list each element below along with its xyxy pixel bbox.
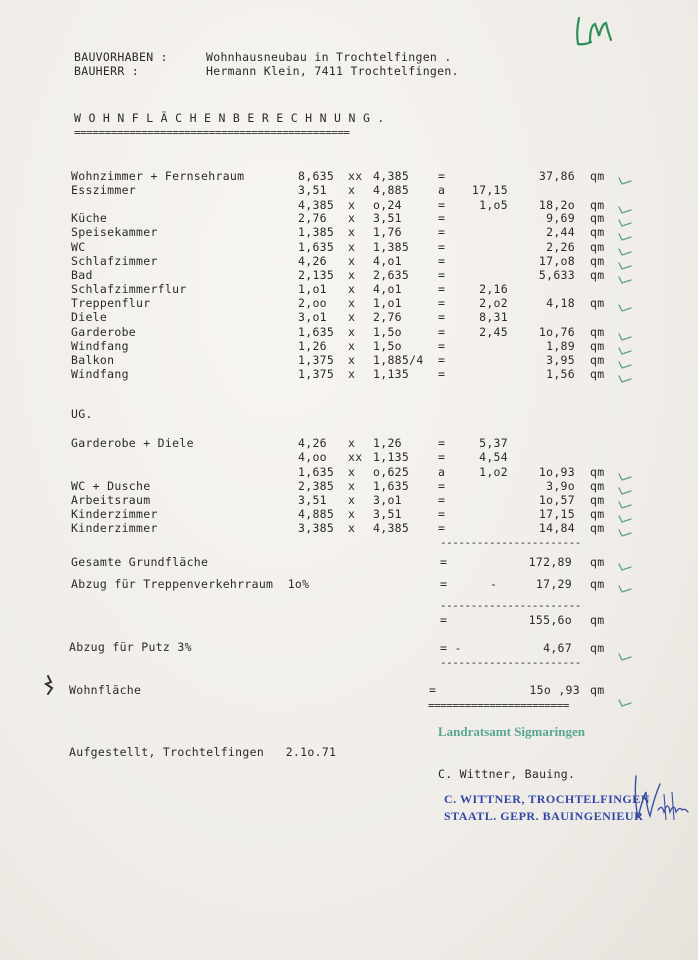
area-total: 14,84 <box>538 521 575 535</box>
dimension-a: 3,o1 <box>298 310 327 324</box>
dimension-b: 4,385 <box>373 169 410 183</box>
check-mark-icon <box>618 213 632 223</box>
area-unit: qm <box>590 325 605 339</box>
handwritten-initials-mark <box>573 14 615 52</box>
room-name: Esszimmer <box>71 183 137 197</box>
area-unit: qm <box>590 507 605 521</box>
dimension-b: 1,o1 <box>373 296 402 310</box>
area-unit: qm <box>590 296 605 310</box>
area-unit: qm <box>590 240 605 254</box>
area-total: 2,26 <box>546 240 575 254</box>
area-total: 1o,76 <box>538 325 575 339</box>
dimension-a: 1,635 <box>298 240 335 254</box>
dimension-b: 1,885/4 <box>373 353 424 367</box>
multiply-sign: x <box>348 367 356 381</box>
dimension-a: 3,51 <box>298 183 327 197</box>
partial-area: 17,15 <box>471 183 508 197</box>
multiply-sign: x <box>348 268 356 282</box>
equals-sign: = <box>438 310 446 324</box>
multiply-sign: xx <box>348 450 363 464</box>
equals-sign: = <box>438 254 446 268</box>
dimension-b: 4,885 <box>373 183 410 197</box>
area-total: 9,69 <box>546 211 575 225</box>
area-total: 37,86 <box>538 169 575 183</box>
multiply-sign: x <box>348 493 356 507</box>
dimension-a: 4,26 <box>298 436 327 450</box>
dimension-b: 2,635 <box>373 268 410 282</box>
equals-sign: = <box>438 282 446 296</box>
multiply-sign: x <box>348 183 356 197</box>
gross-area-value: 172,89 <box>528 555 572 569</box>
living-area-value: 15o ,93 <box>529 683 580 697</box>
net-area-eq: = <box>440 613 448 627</box>
room-name: WC <box>71 240 86 254</box>
dimension-b: 1,385 <box>373 240 410 254</box>
multiply-sign: x <box>348 339 356 353</box>
check-mark-icon <box>618 341 632 351</box>
dimension-a: 1,26 <box>298 339 327 353</box>
area-unit: qm <box>590 254 605 268</box>
dimension-b: 4,o1 <box>373 282 402 296</box>
room-name: Balkon <box>71 353 115 367</box>
dimension-b: 3,51 <box>373 507 402 521</box>
summary-dash-line-3: ----------------------- <box>440 657 581 668</box>
dimension-b: 1,5o <box>373 339 402 353</box>
area-unit: qm <box>590 493 605 507</box>
check-mark-icon <box>618 242 632 252</box>
area-total: 2,44 <box>546 225 575 239</box>
gross-area-eq: = <box>440 555 448 569</box>
equals-sign: = <box>438 436 446 450</box>
dimension-b: 1,135 <box>373 367 410 381</box>
equals-sign: = <box>438 353 446 367</box>
room-name: Treppenflur <box>71 296 151 310</box>
check-mark-icon <box>618 693 632 703</box>
partial-area: 2,o2 <box>479 296 508 310</box>
gross-area-unit: qm <box>590 555 605 569</box>
partial-area: 4,54 <box>479 450 508 464</box>
dimension-a: 2,385 <box>298 479 335 493</box>
dimension-b: 1,135 <box>373 450 410 464</box>
stair-deduction-minus: - <box>490 577 498 591</box>
room-name: Wohnzimmer + Fernsehraum <box>71 169 245 183</box>
dimension-a: 1,o1 <box>298 282 327 296</box>
check-mark-icon <box>618 495 632 505</box>
partial-area: 2,45 <box>479 325 508 339</box>
area-unit: qm <box>590 198 605 212</box>
dimension-b: 1,635 <box>373 479 410 493</box>
check-mark-icon <box>618 557 632 567</box>
dimension-b: 4,385 <box>373 521 410 535</box>
room-name: Küche <box>71 211 108 225</box>
equals-sign: = <box>438 225 446 239</box>
equals-sign: = <box>438 325 446 339</box>
area-total: 3,9o <box>546 479 575 493</box>
owner-label: BAUHERR : <box>74 64 140 78</box>
equals-sign: = <box>438 268 446 282</box>
area-unit: qm <box>590 211 605 225</box>
stair-deduction-unit: qm <box>590 577 605 591</box>
check-mark-icon <box>618 467 632 477</box>
area-unit: qm <box>590 479 605 493</box>
area-unit: qm <box>590 353 605 367</box>
dimension-b: 4,o1 <box>373 254 402 268</box>
project-label: BAUVORHABEN : <box>74 50 168 64</box>
dimension-a: 4,26 <box>298 254 327 268</box>
multiply-sign: x <box>348 325 356 339</box>
area-unit: qm <box>590 339 605 353</box>
check-mark-icon <box>618 579 632 589</box>
multiply-sign: x <box>348 282 356 296</box>
partial-area: 5,37 <box>479 436 508 450</box>
check-mark-icon <box>618 481 632 491</box>
area-total: 17,o8 <box>538 254 575 268</box>
dimension-a: 4,385 <box>298 198 335 212</box>
multiply-sign: x <box>348 240 356 254</box>
room-name: Windfang <box>71 367 129 381</box>
room-name: Windfang <box>71 339 129 353</box>
check-mark-icon <box>618 355 632 365</box>
area-total: 1,89 <box>546 339 575 353</box>
office-stamp: Landratsamt Sigmaringen <box>438 724 585 739</box>
plaster-deduction-unit: qm <box>590 641 605 655</box>
engineer-stamp-line-2: STAATL. GEPR. BAUINGENIEUR <box>444 809 644 823</box>
equals-sign: = <box>438 507 446 521</box>
project-value: Wohnhausneubau in Trochtelfingen . <box>206 50 452 64</box>
area-unit: qm <box>590 169 605 183</box>
check-mark-icon <box>618 171 632 181</box>
plaster-deduction-label: Abzug für Putz 3% <box>69 640 192 654</box>
equals-sign: = <box>438 521 446 535</box>
dimension-a: 2,135 <box>298 268 335 282</box>
living-area-unit: qm <box>590 683 605 697</box>
equals-sign: a <box>438 465 446 479</box>
check-mark-icon <box>618 509 632 519</box>
summary-dash-line-2: ----------------------- <box>440 600 581 611</box>
stair-deduction-eq: = <box>440 577 448 591</box>
dimension-b: 1,26 <box>373 436 402 450</box>
stair-deduction-value: 17,29 <box>535 577 572 591</box>
multiply-sign: x <box>348 521 356 535</box>
room-name: Kinderzimmer <box>71 521 158 535</box>
net-area-unit: qm <box>590 613 605 627</box>
created-line: Aufgestellt, Trochtelfingen 2.1o.71 <box>69 745 337 759</box>
dimension-a: 1,375 <box>298 353 335 367</box>
dimension-b: 3,51 <box>373 211 402 225</box>
area-unit: qm <box>590 521 605 535</box>
dimension-a: 1,635 <box>298 325 335 339</box>
room-name: Schlafzimmerflur <box>71 282 187 296</box>
check-mark-icon <box>618 327 632 337</box>
area-total: 3,95 <box>546 353 575 367</box>
equals-sign: = <box>438 479 446 493</box>
plaster-deduction-eq: = - <box>440 641 462 655</box>
partial-area: 8,31 <box>479 310 508 324</box>
check-mark-icon <box>618 227 632 237</box>
check-mark-icon <box>618 647 632 657</box>
area-total: 1o,93 <box>538 465 575 479</box>
check-mark-icon <box>618 256 632 266</box>
check-mark-icon <box>618 369 632 379</box>
multiply-sign: x <box>348 254 356 268</box>
engineer-stamp-line-1: C. WITTNER, TROCHTELFINGEN <box>444 792 650 806</box>
room-name: Garderobe + Diele <box>71 436 194 450</box>
room-name: Kinderzimmer <box>71 507 158 521</box>
dimension-b: 2,76 <box>373 310 402 324</box>
multiply-sign: x <box>348 211 356 225</box>
multiply-sign: x <box>348 436 356 450</box>
net-area-value: 155,6o <box>528 613 572 627</box>
title-underline: ============================================= <box>74 127 350 138</box>
equals-sign: = <box>438 240 446 254</box>
handwritten-signature <box>630 770 692 830</box>
multiply-sign: x <box>348 198 356 212</box>
dimension-b: 1,5o <box>373 325 402 339</box>
multiply-sign: x <box>348 310 356 324</box>
room-name: Diele <box>71 310 108 324</box>
dimension-a: 8,635 <box>298 169 335 183</box>
summary-dash-line-1: ----------------------- <box>440 537 581 548</box>
margin-ink-mark <box>42 674 58 698</box>
equals-sign: = <box>438 296 446 310</box>
check-mark-icon <box>618 298 632 308</box>
area-unit: qm <box>590 225 605 239</box>
multiply-sign: x <box>348 225 356 239</box>
dimension-a: 3,51 <box>298 493 327 507</box>
room-name: Speisekammer <box>71 225 158 239</box>
equals-sign: a <box>438 183 446 197</box>
dimension-a: 1,385 <box>298 225 335 239</box>
basement-label: UG. <box>71 407 93 421</box>
multiply-sign: x <box>348 479 356 493</box>
area-total: 5,633 <box>538 268 575 282</box>
room-name: Bad <box>71 268 93 282</box>
dimension-b: o,625 <box>373 465 410 479</box>
multiply-sign: x <box>348 353 356 367</box>
area-total: 1o,57 <box>538 493 575 507</box>
multiply-sign: xx <box>348 169 363 183</box>
equals-sign: = <box>438 169 446 183</box>
room-name: Arbeitsraum <box>71 493 151 507</box>
dimension-a: 4,885 <box>298 507 335 521</box>
signer-name: C. Wittner, Bauing. <box>438 767 576 781</box>
multiply-sign: x <box>348 296 356 310</box>
dimension-a: 2,oo <box>298 296 327 310</box>
dimension-a: 1,375 <box>298 367 335 381</box>
room-name: Schlafzimmer <box>71 254 158 268</box>
multiply-sign: x <box>348 465 356 479</box>
dimension-a: 3,385 <box>298 521 335 535</box>
area-total: 4,18 <box>546 296 575 310</box>
partial-area: 1,o2 <box>479 465 508 479</box>
summary-double-line: ======================= <box>428 700 569 711</box>
dimension-b: 1,76 <box>373 225 402 239</box>
stair-deduction-label: Abzug für Treppenverkehrraum 1o% <box>71 577 310 591</box>
equals-sign: = <box>438 198 446 212</box>
room-name: WC + Dusche <box>71 479 151 493</box>
document-title: W O H N F L Ä C H E N B E R E C H N U N G . <box>74 111 385 125</box>
owner-value: Hermann Klein, 7411 Trochtelfingen. <box>206 64 459 78</box>
area-total: 18,2o <box>538 198 575 212</box>
dimension-a: 4,oo <box>298 450 327 464</box>
area-total: 1,56 <box>546 367 575 381</box>
partial-area: 1,o5 <box>479 198 508 212</box>
equals-sign: = <box>438 450 446 464</box>
room-name: Garderobe <box>71 325 137 339</box>
plaster-deduction-value: 4,67 <box>543 641 572 655</box>
check-mark-icon <box>618 200 632 210</box>
partial-area: 2,16 <box>479 282 508 296</box>
area-total: 17,15 <box>538 507 575 521</box>
living-area-eq: = <box>429 683 437 697</box>
gross-area-label: Gesamte Grundfläche <box>71 555 209 569</box>
area-unit: qm <box>590 367 605 381</box>
multiply-sign: x <box>348 507 356 521</box>
equals-sign: = <box>438 211 446 225</box>
dimension-b: o,24 <box>373 198 402 212</box>
dimension-b: 3,o1 <box>373 493 402 507</box>
dimension-a: 1,635 <box>298 465 335 479</box>
equals-sign: = <box>438 493 446 507</box>
check-mark-icon <box>618 523 632 533</box>
check-mark-icon <box>618 270 632 280</box>
dimension-a: 2,76 <box>298 211 327 225</box>
equals-sign: = <box>438 339 446 353</box>
equals-sign: = <box>438 367 446 381</box>
area-unit: qm <box>590 465 605 479</box>
area-unit: qm <box>590 268 605 282</box>
living-area-label: Wohnfläche <box>69 683 142 697</box>
